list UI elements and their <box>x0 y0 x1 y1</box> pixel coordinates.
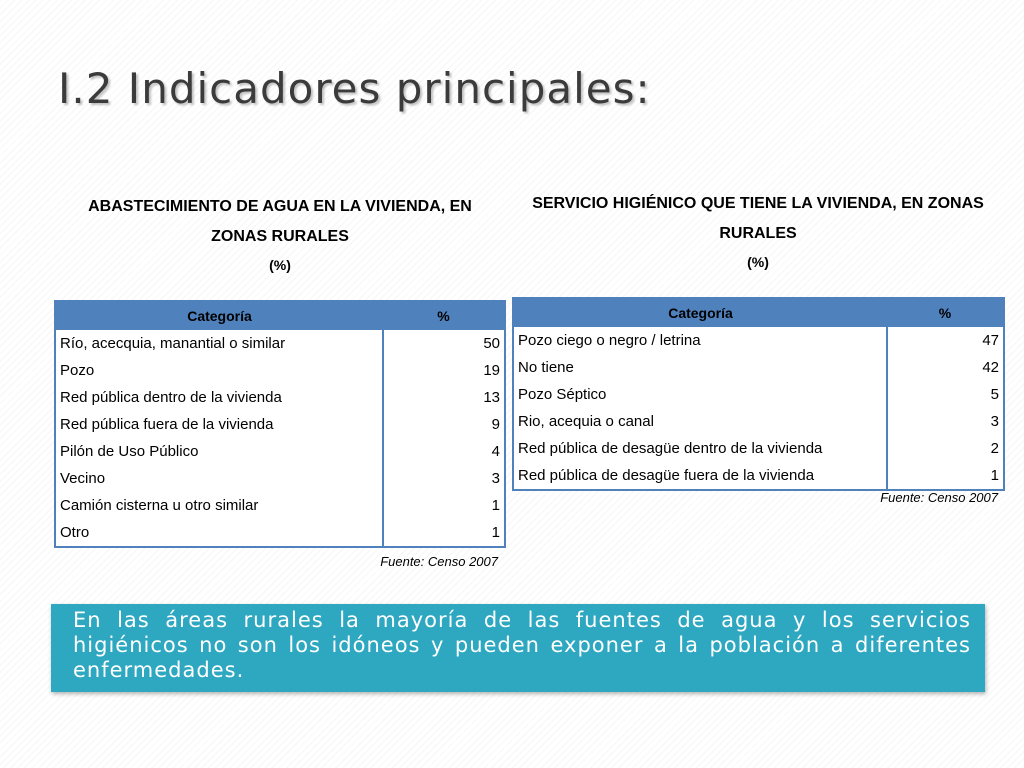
row-category: Vecino <box>55 465 383 492</box>
sanitation-caption <box>512 189 1004 275</box>
row-value: 1 <box>491 524 500 541</box>
table-row <box>513 408 1004 435</box>
header-category: Categoría <box>513 298 887 327</box>
row-category: Pilón de Uso Público <box>55 438 383 465</box>
table-row <box>55 384 505 411</box>
water-supply-source: Fuente: Censo 2007 <box>380 554 498 569</box>
row-category: Rio, acequia o canal <box>513 408 887 435</box>
water-supply-caption-unit: (%) <box>269 257 291 273</box>
table-row <box>513 462 1004 490</box>
sanitation-source: Fuente: Censo 2007 <box>880 490 998 505</box>
table-row <box>55 330 505 357</box>
row-category: Red pública dentro de la vivienda <box>55 384 383 411</box>
sanitation-table <box>512 297 1005 491</box>
row-category: Red pública de desagüe fuera de la vivienda <box>513 462 887 490</box>
conclusion-text: En las áreas rurales la mayoría de las fuentes de agua y los servicios higiénicos no son los idóneos y pueden exponer a la población a diferentes enfermedades. <box>73 608 971 682</box>
table-row <box>513 327 1004 354</box>
row-category: Red pública fuera de la vivienda <box>55 411 383 438</box>
row-value: 13 <box>483 389 500 406</box>
row-category: Pozo Séptico <box>513 381 887 408</box>
sanitation-caption-unit: (%) <box>747 254 769 270</box>
row-category: Red pública de desagüe dentro de la vivienda <box>513 435 887 462</box>
row-category: Pozo <box>55 357 383 384</box>
table-row <box>55 519 505 547</box>
table-row <box>513 381 1004 408</box>
row-category: Río, acecquia, manantial o similar <box>55 330 383 357</box>
table-row <box>55 492 505 519</box>
header-percent: % <box>383 301 505 330</box>
row-value: 2 <box>990 440 999 457</box>
row-category: Pozo ciego o negro / letrina <box>513 327 887 354</box>
row-category: No tiene <box>513 354 887 381</box>
row-value: 19 <box>483 362 500 379</box>
table-row <box>513 354 1004 381</box>
row-value: 5 <box>990 386 999 403</box>
table-row <box>55 438 505 465</box>
slide-title: I.2 Indicadores principales: <box>58 64 651 113</box>
row-value: 4 <box>491 443 500 460</box>
row-value: 50 <box>483 335 500 352</box>
row-category: Camión cisterna u otro similar <box>55 492 383 519</box>
row-value: 47 <box>982 332 999 349</box>
table-row <box>55 465 505 492</box>
row-category: Otro <box>55 519 383 547</box>
row-value: 3 <box>491 470 500 487</box>
row-value: 1 <box>990 467 999 484</box>
water-supply-table <box>54 300 506 548</box>
header-category: Categoría <box>55 301 383 330</box>
row-value: 3 <box>990 413 999 430</box>
water-supply-caption-line2: ZONAS RURALES <box>211 228 349 245</box>
table-header-row <box>55 301 505 330</box>
conclusion-box <box>51 604 985 692</box>
row-value: 42 <box>982 359 999 376</box>
water-supply-caption <box>55 192 505 278</box>
table-row <box>513 435 1004 462</box>
row-value: 1 <box>491 497 500 514</box>
water-supply-caption-line1: ABASTECIMIENTO DE AGUA EN LA VIVIENDA, EN <box>88 198 472 215</box>
row-value: 9 <box>491 416 500 433</box>
table-header-row <box>513 298 1004 327</box>
header-percent: % <box>887 298 1004 327</box>
sanitation-caption-line2: RURALES <box>719 225 797 242</box>
table-row <box>55 411 505 438</box>
table-row <box>55 357 505 384</box>
sanitation-caption-line1: SERVICIO HIGIÉNICO QUE TIENE LA VIVIENDA, EN ZONAS <box>532 195 984 212</box>
